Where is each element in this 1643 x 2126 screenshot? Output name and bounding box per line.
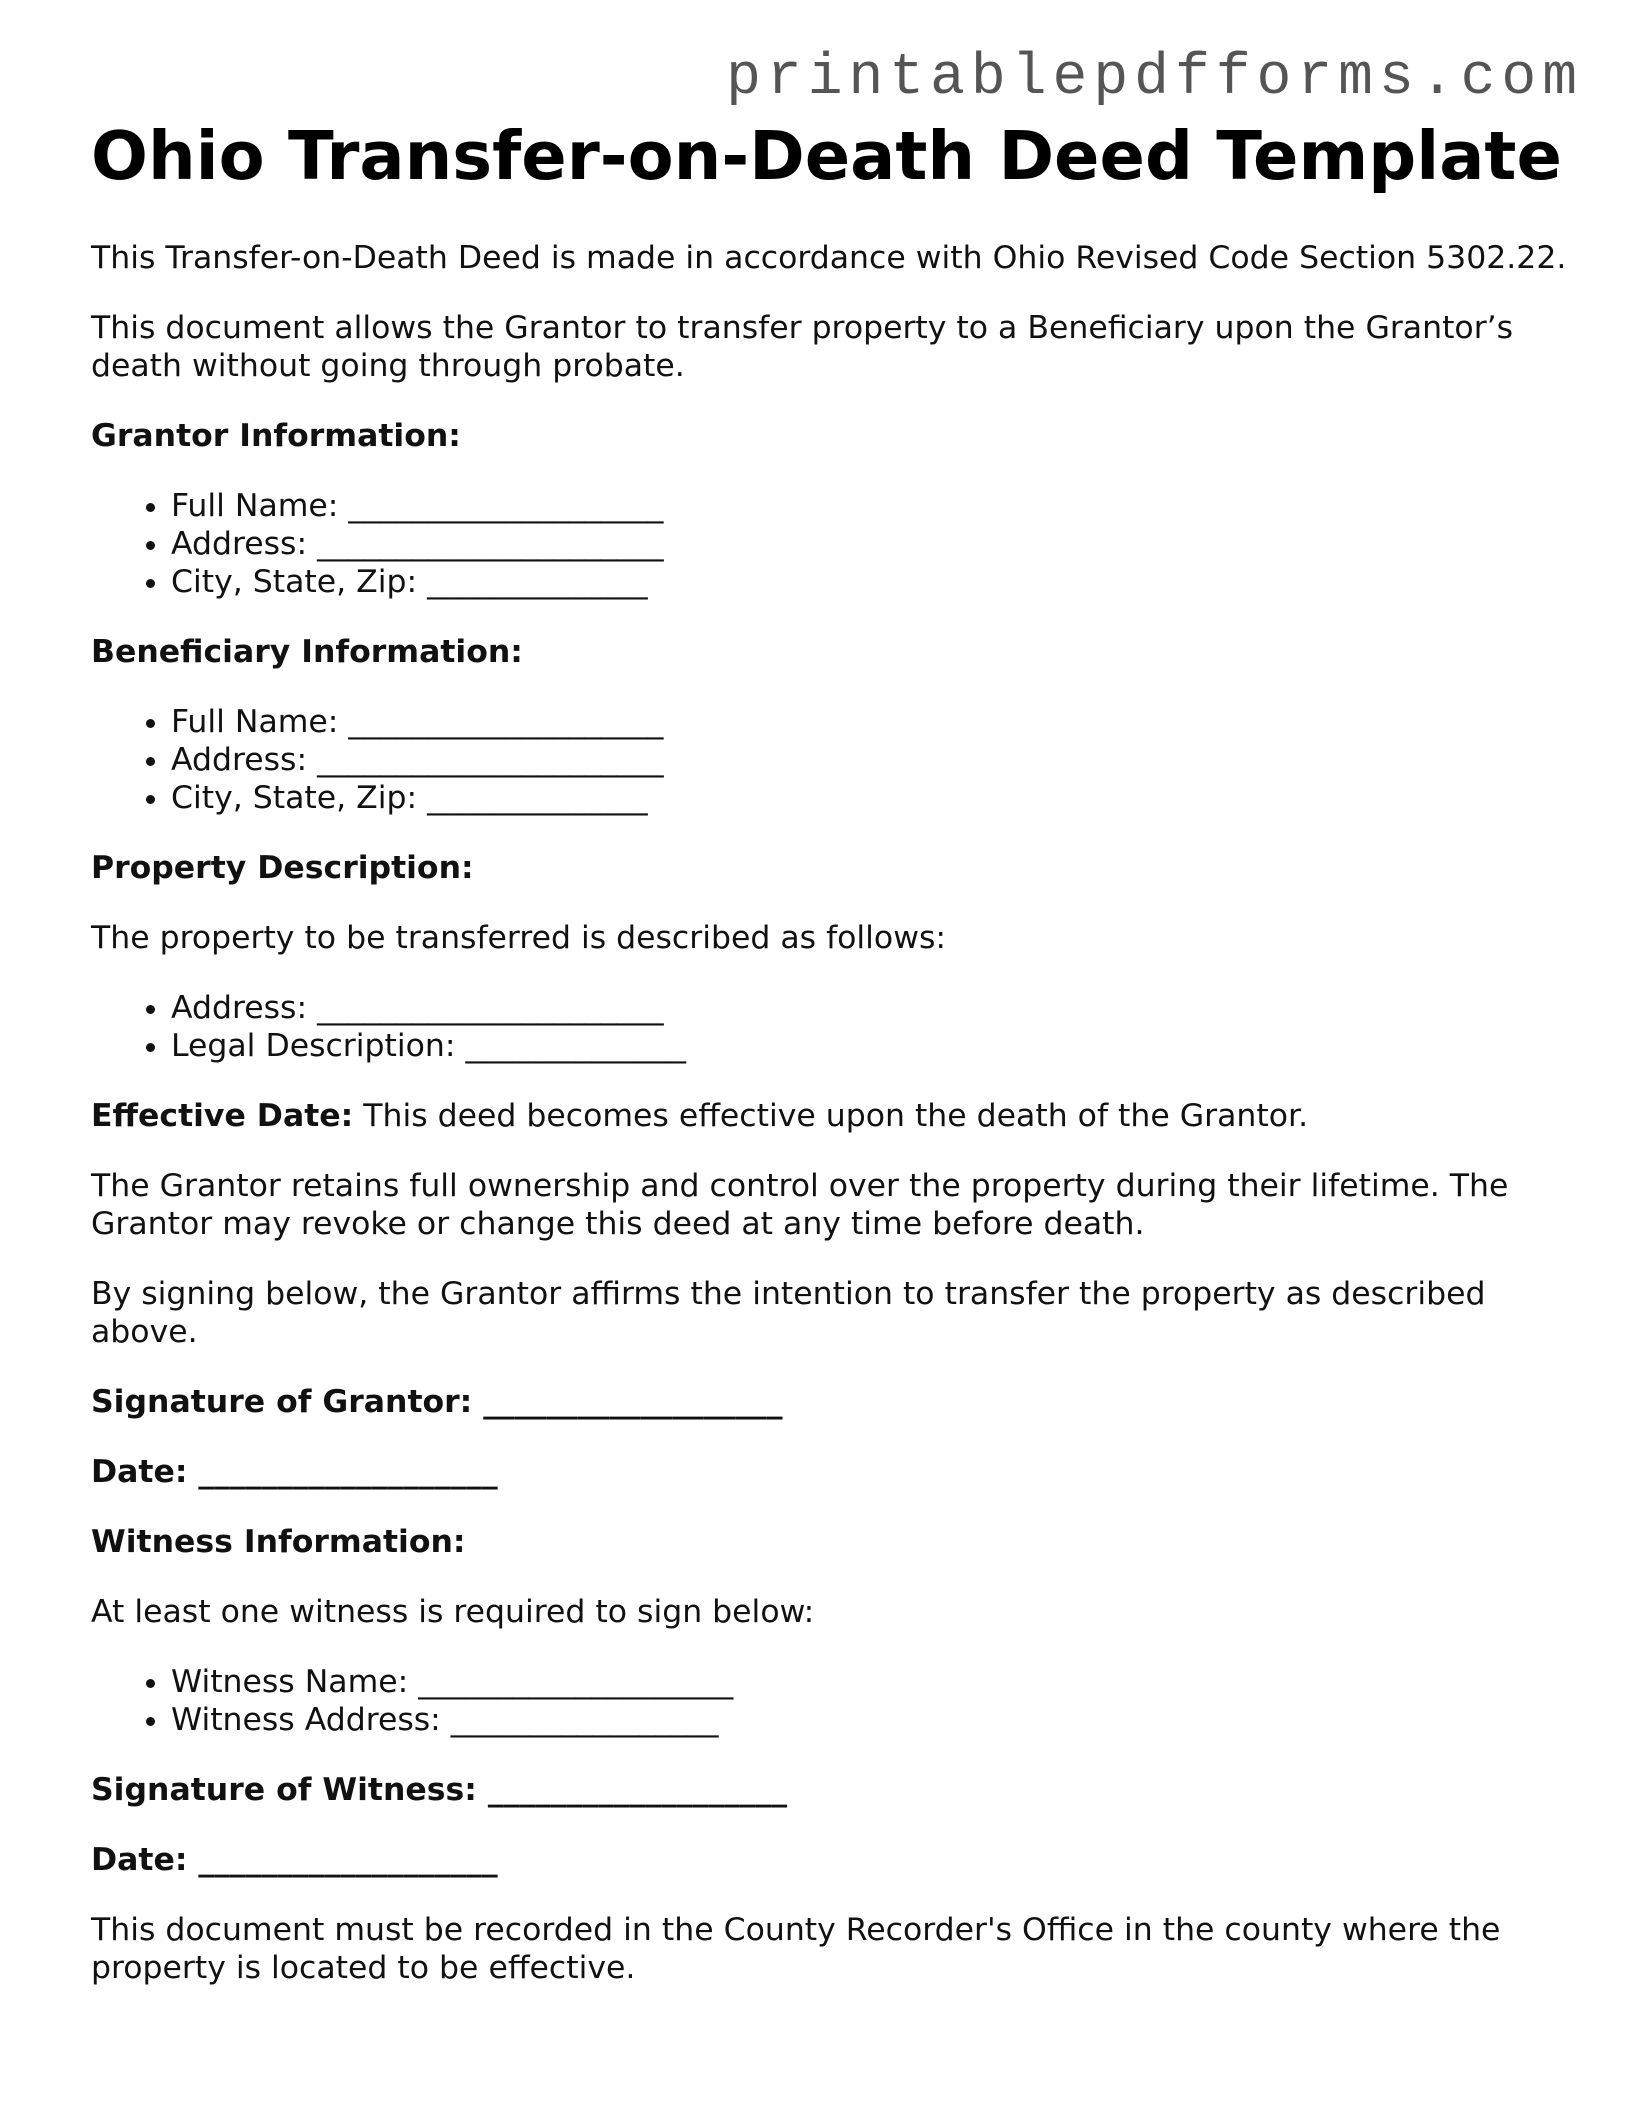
intro-paragraph: This Transfer-on-Death Deed is made in accordance with Ohio Revised Code Section 5302.22. (91, 240, 1567, 277)
affirm-paragraph: By signing below, the Grantor affirms the intention to transfer the property as described above. (91, 1276, 1486, 1351)
grantor-city-state-zip-field[interactable]: • City, State, Zip: ______________ (171, 563, 1571, 601)
watermark: printablepdfforms.com (726, 46, 1583, 111)
witness-heading: Witness Information: (91, 1524, 466, 1561)
grantor-heading: Grantor Information: (91, 418, 461, 455)
witness-intro: At least one witness is required to sign below: (91, 1594, 815, 1631)
witness-signature-field[interactable]: Signature of Witness: ___________________ (91, 1772, 788, 1809)
beneficiary-heading: Beneficiary Information: (91, 634, 523, 671)
effective-date-paragraph (91, 1097, 1571, 1135)
witness-date-field[interactable]: Date: ___________________ (91, 1842, 498, 1879)
beneficiary-address-field[interactable]: • Address: ______________________ (171, 741, 1571, 779)
property-address-field[interactable]: • Address: ______________________ (171, 989, 1571, 1027)
recording-paragraph: This document must be recorded in the County Recorder's Office in the county where the property is located to be effective. (91, 1912, 1501, 1987)
effective-date-label: Effective Date: (91, 1098, 354, 1135)
property-legal-description-field[interactable]: • Legal Description: ______________ (171, 1027, 1571, 1065)
grantor-fields (91, 487, 1571, 601)
grantor-address-field[interactable]: • Address: ______________________ (171, 525, 1571, 563)
retain-paragraph: The Grantor retains full ownership and control over the property during their lifetime. The Grantor may revoke or change this deed at any time before death. (91, 1168, 1509, 1243)
beneficiary-city-state-zip-field[interactable]: • City, State, Zip: ______________ (171, 779, 1571, 817)
page-title: Ohio Transfer-on-Death Deed Template (91, 117, 1562, 195)
witness-address-field[interactable]: • Witness Address: _________________ (171, 1701, 1571, 1739)
witness-fields (91, 1663, 1571, 1739)
document-page (91, 118, 1571, 2019)
beneficiary-fields (91, 703, 1571, 817)
grantor-full-name-field[interactable]: • Full Name: ____________________ (171, 487, 1571, 525)
property-intro: The property to be transferred is described as follows: (91, 920, 946, 957)
grantor-signature-field[interactable]: Signature of Grantor: ___________________ (91, 1384, 783, 1421)
property-heading: Property Description: (91, 850, 474, 887)
intro-paragraph: This document allows the Grantor to transfer property to a Beneficiary upon the Grantor’s death without going through probate. (91, 310, 1514, 385)
property-fields (91, 989, 1571, 1065)
effective-date-text: This deed becomes effective upon the death of the Grantor. (353, 1098, 1309, 1135)
grantor-date-field[interactable]: Date: ___________________ (91, 1454, 498, 1491)
beneficiary-full-name-field[interactable]: • Full Name: ____________________ (171, 703, 1571, 741)
witness-name-field[interactable]: • Witness Name: ____________________ (171, 1663, 1571, 1701)
